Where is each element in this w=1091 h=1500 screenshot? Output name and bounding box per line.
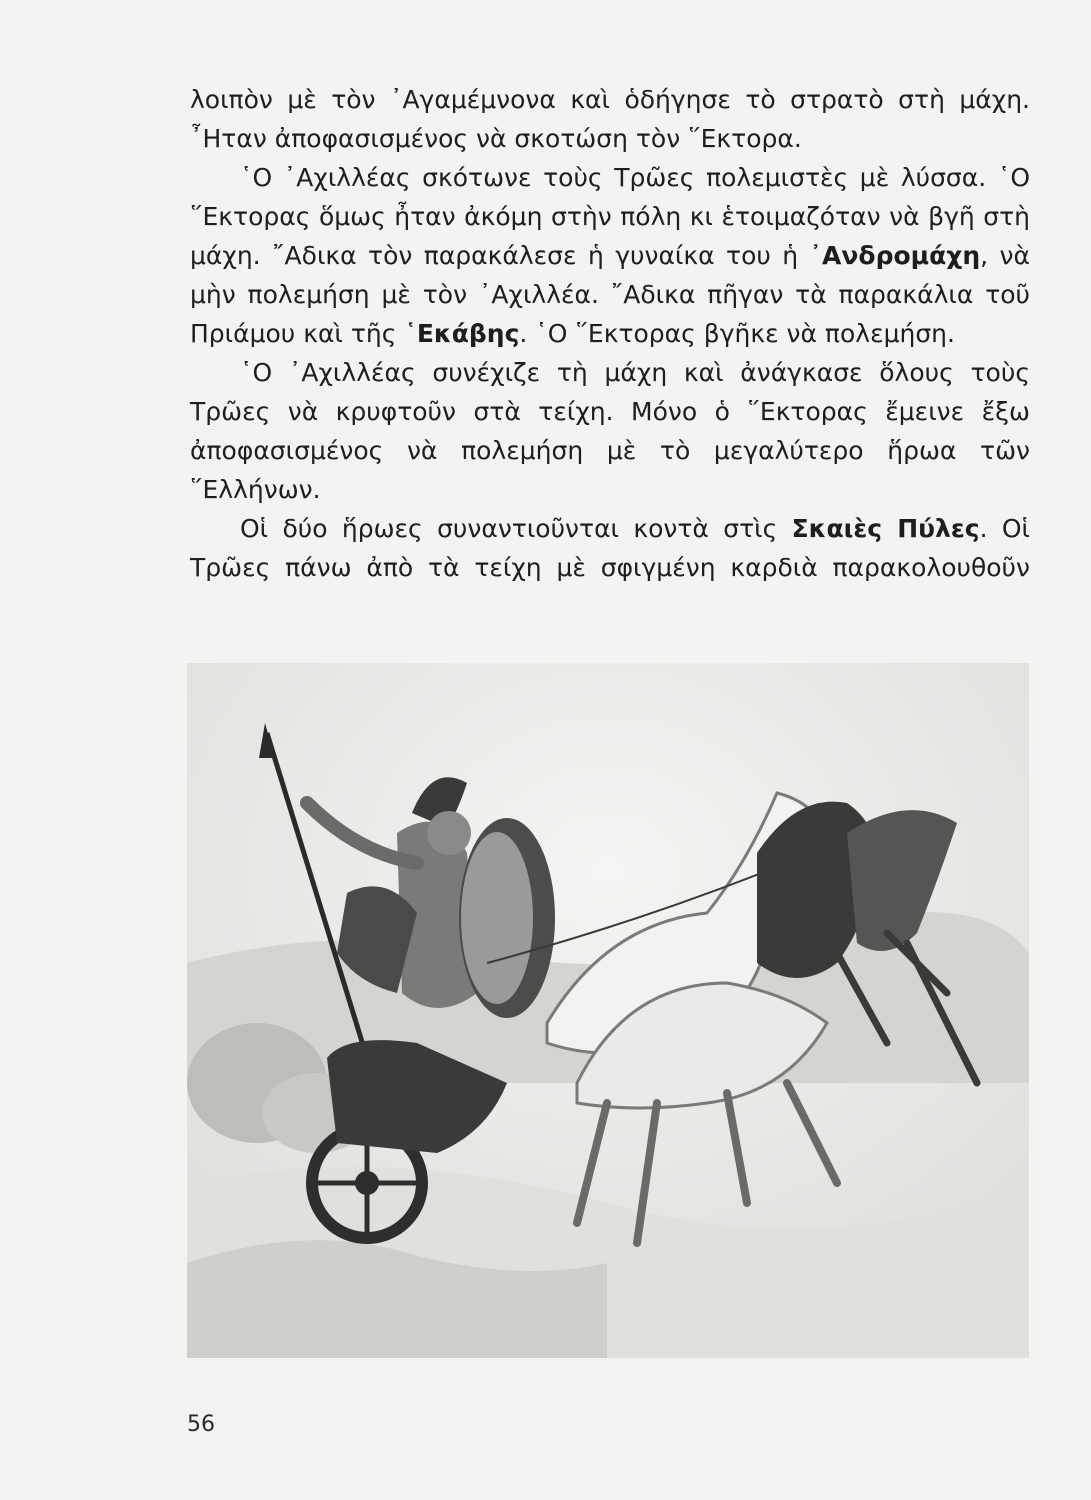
text-line: μάχη. ῎Αδικα τὸν παρακάλεσε ἡ γυναίκα του ἡ ᾿Ανδρομάχη, νὰ	[190, 241, 1030, 270]
page-number: 56	[187, 1412, 215, 1437]
text-line: ῾Ο ᾿Αχιλλέας σκότωνε τοὺς Τρῶες πολεμιστὲς μὲ λύσσα. ῾Ο	[240, 163, 1030, 192]
achilles-chariot-drawing	[187, 663, 1029, 1358]
text-line: Τρῶες πάνω ἀπὸ τὰ τείχη μὲ σφιγμένη καρδιὰ παρακολουθοῦν	[190, 553, 1030, 582]
text-line: ἀποφασισμένος νὰ πολεμήση μὲ τὸ μεγαλύτερο ἥρωα τῶν	[190, 436, 1030, 465]
text-line: ῞Εκτορας ὅμως ἦταν ἀκόμη στὴν πόλη κι ἑτοιμαζόταν νὰ βγῆ στὴ	[190, 202, 1030, 231]
text-line: Πριάμου καὶ τῆς ῾Εκάβης. ῾Ο ῞Εκτορας βγῆκε νὰ πολεμήση.	[190, 319, 955, 348]
chariot-illustration	[187, 663, 1029, 1358]
name-andromache: ᾿Ανδρομάχη	[809, 241, 981, 270]
text-line: Τρῶες νὰ κρυφτοῦν στὰ τείχη. Μόνο ὁ ῞Εκτορας ἔμεινε ἔξω	[190, 397, 1030, 426]
text-line: ῞Ελλήνων.	[190, 475, 321, 504]
text-line: λοιπὸν μὲ τὸν ᾿Αγαμέμνονα καὶ ὁδήγησε τὸ στρατὸ στὴ μάχη.	[190, 85, 1030, 114]
name-scaean-gates: Σκαιὲς Πύλες	[791, 514, 980, 543]
name-hecuba: ῾Εκάβης	[404, 319, 520, 348]
text-line: μὴν πολεμήση μὲ τὸν ᾿Αχιλλέα. ῎Αδικα πῆγαν τὰ παρακάλια τοῦ	[190, 280, 1030, 309]
text-line: ῾Ο ᾿Αχιλλέας συνέχιζε τὴ μάχη καὶ ἀνάγκασε ὅλους τοὺς	[240, 358, 1030, 387]
text-line: ῏Ηταν ἀποφασισμένος νὰ σκοτώση τὸν ῞Εκτορα.	[190, 124, 802, 153]
text-line: Οἱ δύο ἥρωες συναντιοῦνται κοντὰ στὶς Σκαιὲς Πύλες. Οἱ	[240, 514, 1031, 543]
body-text	[190, 80, 1030, 587]
